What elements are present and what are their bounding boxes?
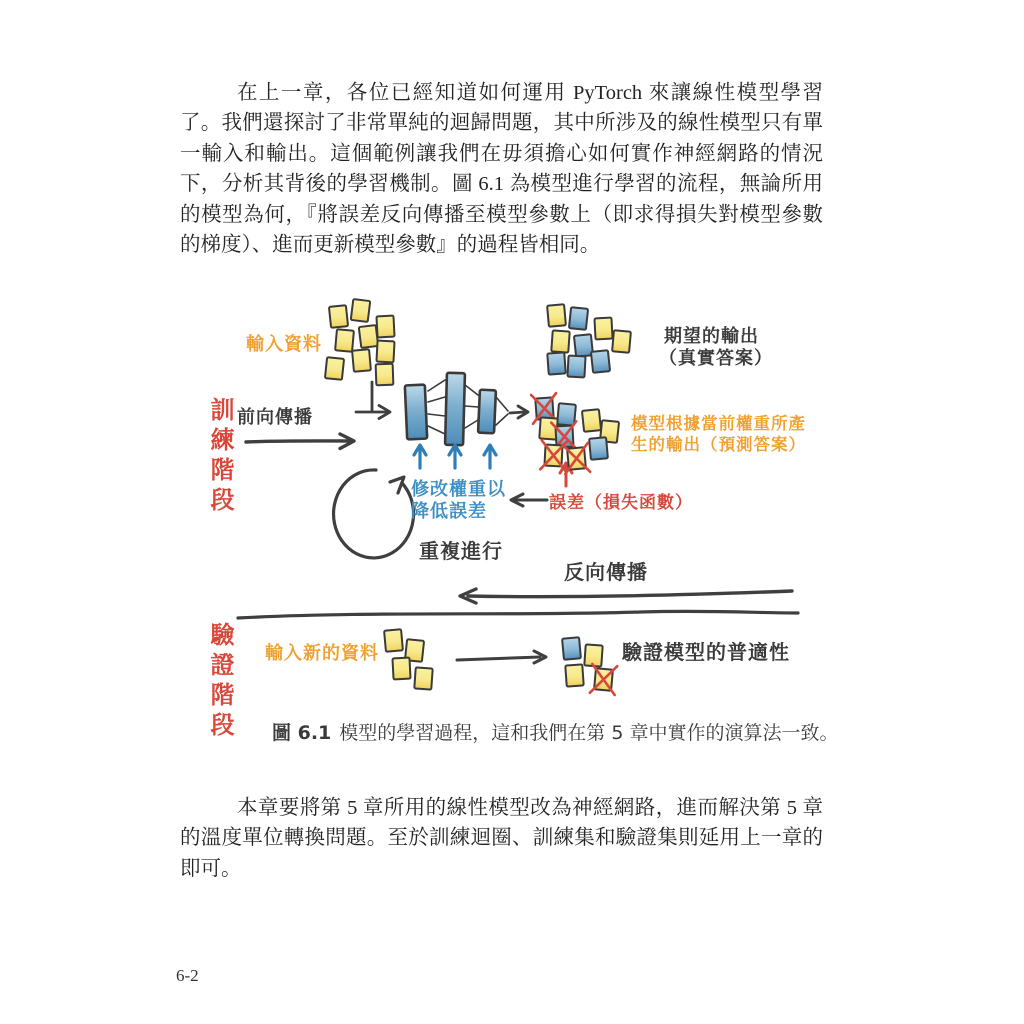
weight-update-arrows bbox=[414, 445, 496, 468]
backward-propagation-label: 反向傳播 bbox=[564, 560, 648, 584]
sticky-note-yellow bbox=[594, 318, 612, 340]
figure-caption-text: 模型的學習過程，這和我們在第 5 章中實作的演算法一致。 bbox=[339, 722, 839, 744]
x-mark bbox=[563, 443, 590, 474]
figure-caption-number: 圖 6.1 bbox=[272, 722, 332, 744]
sticky-note-yellow bbox=[584, 644, 602, 666]
figure-drawing bbox=[190, 285, 835, 725]
network-layer-2 bbox=[445, 373, 465, 445]
sticky-note-yellow bbox=[547, 304, 566, 326]
sticky-note-yellow bbox=[392, 658, 410, 680]
forward-arrow bbox=[246, 434, 354, 449]
paragraph-intro: 在上一章，各位已經知道如何運用 PyTorch 來讓線性模型學習了。我們還探討了非常單純的迴歸問題，其中所涉及的線性模型只有單一輸入和輸出。這個範例讓我們在毋須擔心如何實作神經網路的情況下，分析其背後的學習機制。圖 6.1 為模型進行學習的流程，無論所用的模型為何，『將誤差反向傳播至模型參數上（即求得損失對模型參數的梯度）、進而更新模型參數』的過程皆相同。 bbox=[180, 82, 823, 257]
validation-arrow bbox=[457, 651, 546, 663]
sticky-note-blue bbox=[569, 307, 588, 330]
stage-label-training: 訓練階段 bbox=[206, 397, 234, 517]
sticky-note-yellow bbox=[384, 629, 403, 651]
figure-caption bbox=[272, 718, 838, 745]
sticky-note-yellow bbox=[590, 664, 617, 695]
network-layer-3 bbox=[478, 390, 496, 434]
x-mark bbox=[551, 421, 577, 451]
page-number: 6-2 bbox=[176, 966, 199, 985]
sticky-note-blue bbox=[557, 403, 576, 425]
phase-divider-line bbox=[238, 611, 798, 618]
predicted-output-label-line1: 模型根據當前權重所產 bbox=[631, 414, 806, 433]
layer-connections bbox=[428, 380, 508, 434]
sticky-note-yellow bbox=[359, 325, 378, 348]
predicted-output-label-line2: 生的輸出（預測答案） bbox=[631, 435, 806, 454]
sticky-note-yellow bbox=[600, 420, 619, 443]
error-loss-label: 誤差（損失函數） bbox=[549, 493, 693, 513]
stage-label-validation: 驗證階段 bbox=[206, 622, 234, 742]
repeat-loop-arrow bbox=[334, 470, 414, 558]
sticky-note-blue bbox=[547, 352, 565, 374]
error-up-arrow bbox=[560, 463, 572, 486]
sticky-note-yellow bbox=[563, 443, 590, 474]
sticky-note-yellow bbox=[414, 667, 432, 689]
sticky-note-yellow bbox=[539, 417, 557, 439]
input-to-model-arrow bbox=[356, 382, 390, 419]
x-mark bbox=[540, 440, 566, 470]
sticky-note-yellow bbox=[352, 349, 371, 371]
sticky-note-yellow bbox=[376, 316, 394, 338]
x-mark bbox=[531, 393, 558, 424]
sticky-note-blue bbox=[531, 393, 558, 424]
sticky-note-yellow bbox=[612, 330, 631, 352]
forward-propagation-label: 前向傳播 bbox=[237, 407, 313, 428]
sticky-note-blue bbox=[551, 421, 577, 451]
sticky-note-yellow bbox=[376, 364, 394, 386]
modify-weights-label-line1: 修改權重以 bbox=[411, 479, 506, 500]
x-mark bbox=[590, 664, 617, 695]
sticky-note-yellow bbox=[325, 357, 344, 380]
sticky-note-yellow bbox=[551, 330, 569, 352]
new-input-data-label: 輸入新的資料 bbox=[265, 643, 379, 664]
sticky-note-blue bbox=[589, 437, 608, 459]
expected-output-label-line1: 期望的輸出 bbox=[664, 326, 759, 347]
error-left-arrow bbox=[511, 494, 547, 506]
input-data-label: 輸入資料 bbox=[246, 334, 322, 355]
sticky-note-blue bbox=[574, 334, 593, 357]
sticky-note-yellow bbox=[565, 664, 583, 686]
sticky-note-blue bbox=[591, 350, 610, 373]
paragraph-chapter-plan: 本章要將第 5 章所用的線性模型改為神經網路，進而解決第 5 章的溫度單位轉換問題。至於訓練迴圈、訓練集和驗證集則延用上一章的即可。 bbox=[180, 797, 823, 880]
neural-network-layers bbox=[405, 373, 508, 445]
sticky-notes-layer bbox=[325, 299, 631, 695]
sticky-note-blue bbox=[562, 637, 581, 659]
repeat-label: 重複進行 bbox=[419, 539, 503, 563]
sticky-note-yellow bbox=[335, 329, 354, 351]
modify-weights-label-line2: 降低誤差 bbox=[411, 501, 487, 522]
sticky-note-yellow bbox=[540, 440, 566, 470]
network-layer-1 bbox=[405, 385, 427, 440]
sticky-note-yellow bbox=[329, 305, 348, 328]
sticky-note-yellow bbox=[376, 341, 394, 363]
expected-output-label-line2: （真實答案） bbox=[659, 348, 773, 369]
validate-model-label: 驗證模型的普適性 bbox=[622, 640, 790, 664]
sticky-note-blue bbox=[567, 356, 585, 378]
sticky-note-yellow bbox=[405, 639, 424, 662]
sticky-note-yellow bbox=[582, 409, 601, 432]
model-output-arrow bbox=[510, 406, 528, 418]
backward-arrow bbox=[460, 589, 792, 603]
sticky-note-yellow bbox=[351, 299, 370, 322]
